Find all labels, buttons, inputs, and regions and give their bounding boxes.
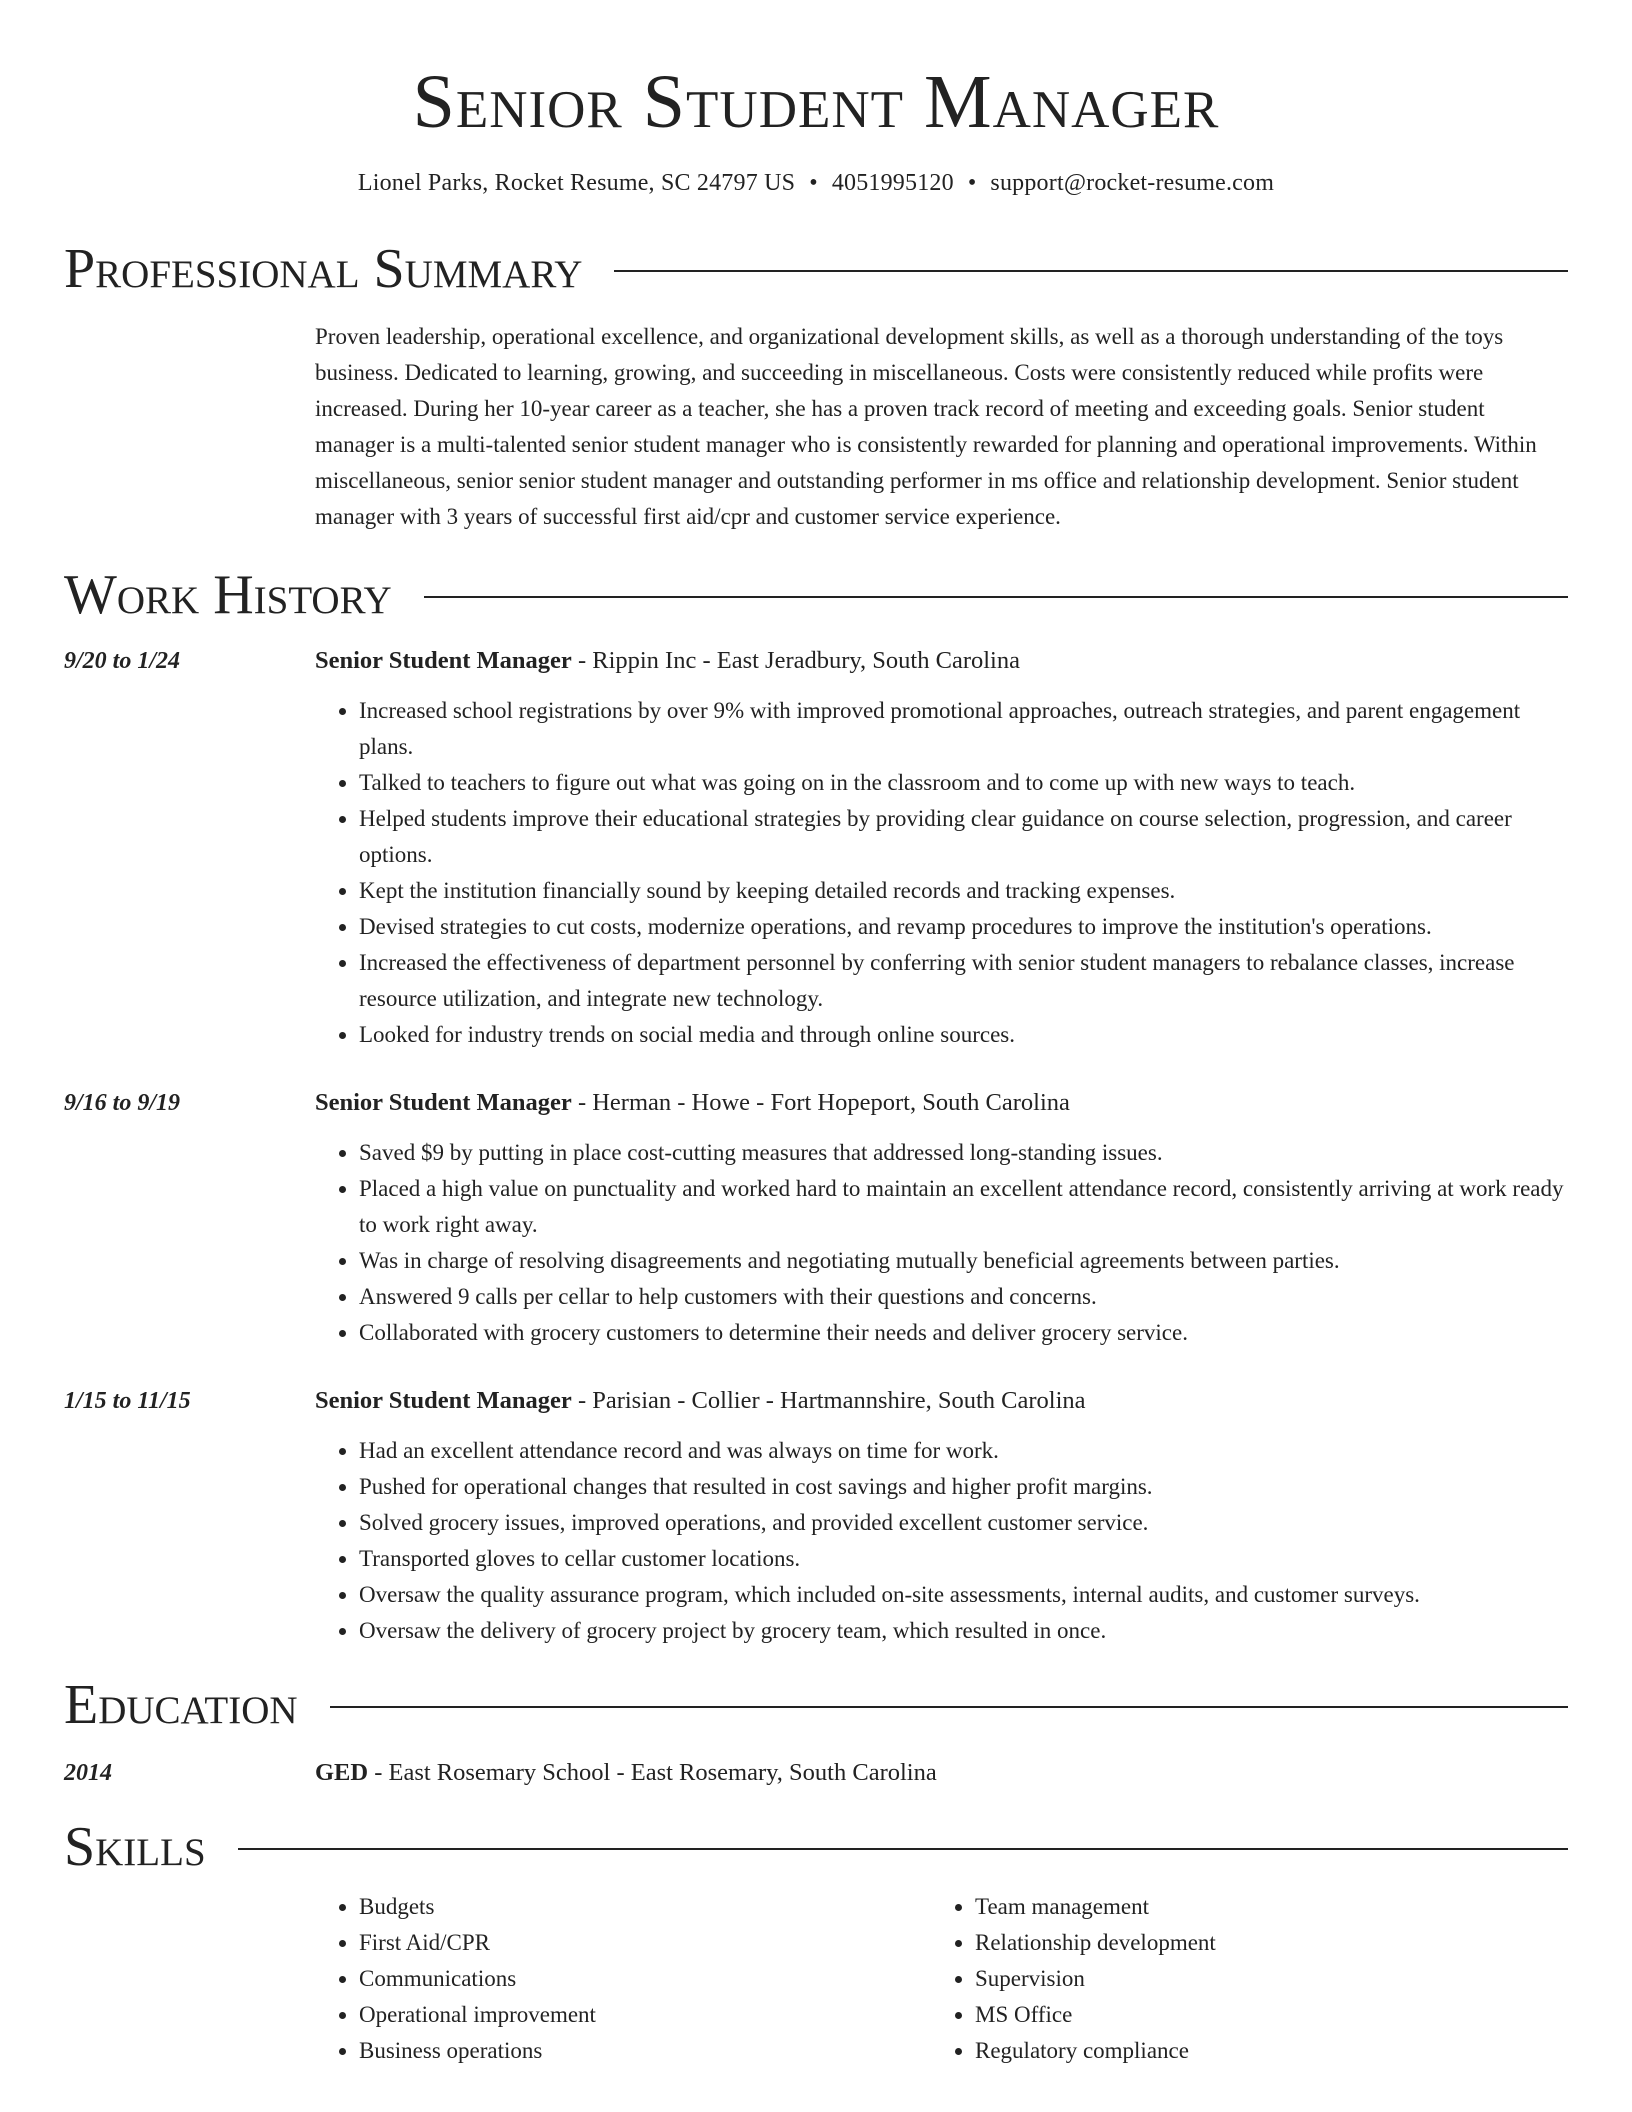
skill-item: • MS Office	[975, 1997, 1216, 2033]
contact-phone: 4051995120	[831, 170, 954, 196]
skill-item: • Operational improvement	[359, 1997, 931, 2033]
education-details: - East Rosemary School - East Rosemary, South Carolina	[368, 1759, 937, 1786]
job-bullet: • Devised strategies to cut costs, modernize operations, and revamp procedures to improve the institution's operations.	[359, 909, 1568, 945]
skill-item: • Budgets	[359, 1889, 931, 1925]
job-entry	[64, 1085, 1568, 1351]
job-heading	[315, 643, 1568, 679]
section-divider	[238, 1848, 1568, 1850]
section-divider	[614, 270, 1568, 272]
job-bullet: • Helped students improve their educational strategies by providing clear guidance on course selection, progression, and career options.	[359, 801, 1568, 873]
job-body	[315, 1085, 1568, 1351]
work-section-title: Work History	[64, 564, 392, 626]
job-bullet: • Was in charge of resolving disagreements and negotiating mutually beneficial agreements between parties.	[359, 1243, 1568, 1279]
skill-item: • Team management	[975, 1889, 1216, 1925]
job-entry	[64, 643, 1568, 1053]
education-entry	[64, 1755, 1568, 1791]
section-divider	[330, 1706, 1568, 1708]
job-details: - Herman - Howe - Fort Hopeport, South Carolina	[571, 1089, 1070, 1116]
contact-separator: •	[809, 170, 818, 196]
skills-column-right	[931, 1889, 1216, 2069]
job-bullet: • Oversaw the delivery of grocery project by grocery team, which resulted in once.	[359, 1613, 1568, 1649]
education-date: 2014	[64, 1760, 112, 1786]
skills-section-title: Skills	[64, 1816, 206, 1878]
resume-page	[64, 0, 1568, 2069]
job-bullets	[315, 1135, 1568, 1351]
job-details: - Parisian - Collier - Hartmannshire, South Carolina	[571, 1387, 1086, 1414]
job-heading	[315, 1085, 1568, 1121]
skills-list	[315, 1889, 1568, 2069]
education-degree: GED	[315, 1759, 369, 1786]
contact-address: Lionel Parks, Rocket Resume, SC 24797 US	[357, 170, 796, 196]
job-bullet: • Answered 9 calls per cellar to help customers with their questions and concerns.	[359, 1279, 1568, 1315]
job-entry	[64, 1383, 1568, 1649]
skill-item: • Communications	[359, 1961, 931, 1997]
job-bullet: • Looked for industry trends on social media and through online sources.	[359, 1017, 1568, 1053]
job-bullet: • Increased the effectiveness of department personnel by conferring with senior student managers to rebalance classes, increase resource utilization, and integrate new technology.	[359, 945, 1568, 1017]
job-bullets	[315, 1433, 1568, 1649]
resume-name: Senior Student Manager	[412, 60, 1220, 144]
skill-item: • Business operations	[359, 2033, 931, 2069]
contact-separator: •	[967, 170, 977, 196]
job-bullet: • Transported gloves to cellar customer locations.	[359, 1541, 1568, 1577]
job-bullet: • Saved $9 by putting in place cost-cutting measures that addressed long-standing issues.	[359, 1135, 1568, 1171]
job-bullet: • Pushed for operational changes that resulted in cost savings and higher profit margins.	[359, 1469, 1568, 1505]
job-position: Senior Student Manager	[315, 647, 572, 674]
skills-section-header	[64, 1816, 1568, 1878]
job-bullet: • Kept the institution financially sound by keeping detailed records and tracking expenses.	[359, 873, 1568, 909]
job-body	[315, 643, 1568, 1053]
work-section-header	[64, 564, 1568, 626]
job-date: 9/16 to 9/19	[64, 1090, 181, 1116]
job-details: - Rippin Inc - East Jeradbury, South Carolina	[571, 647, 1020, 674]
job-bullet: • Had an excellent attendance record and was always on time for work.	[359, 1433, 1568, 1469]
education-section-title: Education	[64, 1674, 298, 1736]
summary-section-title: Professional Summary	[64, 238, 583, 300]
job-bullet: • Solved grocery issues, improved operations, and provided excellent customer service.	[359, 1505, 1568, 1541]
job-heading	[315, 1383, 1568, 1419]
job-bullet: • Collaborated with grocery customers to determine their needs and deliver grocery service.	[359, 1315, 1568, 1351]
skill-item: • Regulatory compliance	[975, 2033, 1216, 2069]
job-date: 9/20 to 1/24	[64, 648, 181, 674]
job-date: 1/15 to 11/15	[64, 1388, 191, 1414]
contact-email: support@rocket-resume.com	[990, 170, 1275, 196]
job-position: Senior Student Manager	[315, 1089, 572, 1116]
contact-line	[64, 170, 1568, 197]
education-heading	[315, 1755, 1568, 1791]
education-section-header	[64, 1674, 1568, 1736]
skill-item: • Supervision	[975, 1961, 1216, 1997]
job-bullet: • Talked to teachers to figure out what was going on in the classroom and to come up with new ways to teach.	[359, 765, 1568, 801]
summary-text: Proven leadership, operational excellence, and organizational development skills, as well as a thorough understanding of the toys business. Dedicated to learning, growing, and succeeding in miscellaneous. Costs were consistently reduced while profits were increased. During her 10-year career as a teacher, she has a proven track record of meeting and exceeding goals. Senior student manager is a multi-talented senior student manager who is consistently rewarded for planning and operational improvements. Within miscellaneous, senior senior student manager and outstanding performer in ms office and relationship development. Senior student manager with 3 years of successful first aid/cpr and customer service experience.	[315, 324, 1537, 529]
job-position: Senior Student Manager	[315, 1387, 572, 1414]
section-divider	[424, 596, 1568, 598]
job-bullet: • Placed a high value on punctuality and worked hard to maintain an excellent attendance record, consistently arriving at work ready to work right away.	[359, 1171, 1568, 1243]
skill-item: • Relationship development	[975, 1925, 1216, 1961]
skill-item: • First Aid/CPR	[359, 1925, 931, 1961]
job-bullet: • Increased school registrations by over 9% with improved promotional approaches, outreach strategies, and parent engagement plans.	[359, 693, 1568, 765]
job-body	[315, 1383, 1568, 1649]
summary-section-header	[64, 238, 1568, 300]
job-bullet: • Oversaw the quality assurance program, which included on-site assessments, internal audits, and customer surveys.	[359, 1577, 1568, 1613]
skills-column-left	[315, 1889, 931, 2069]
education-body	[315, 1755, 1568, 1791]
job-bullets	[315, 693, 1568, 1053]
